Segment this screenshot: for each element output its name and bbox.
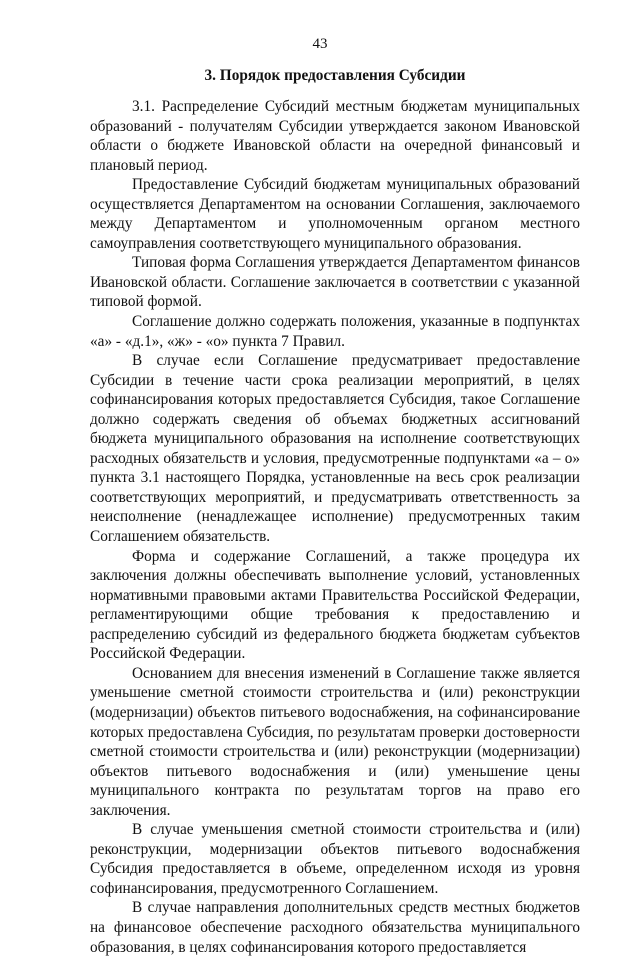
paragraph-partial-term: В случае если Соглашение предусматривает предоставление Субсидии в течение части срока реализации мероприятий, в целях софинансирования которых предоставляется Субсидия, такое Соглашение должно содержать сведения об объемах бюджетных ассигнований бюджета муниципального образования на исполнение соответствующих расходных обязательств и условия, предусмотренные подпунктами «а – о» пункта 3.1 настоящего Порядка, установленные на весь срок реализации соответствующих мероприятий, и предусматривать ответственность за неисполнение (ненадлежащее исполнение) предусмотренных таким Соглашением обязательств. xyxy=(90,352,580,546)
paragraph-3-1: 3.1. Распределение Субсидий местным бюджетам муниципальных образований - получателям Субсидии утверждается законом Ивановской области о бюджете Ивановской области на очередной финансовый и плановый период. xyxy=(90,98,580,174)
paragraph-additional-funds: В случае направления дополнительных средств местных бюджетов на финансовое обеспечение расходного обязательства муниципального образования, в целях софинансирования которого предоставляется xyxy=(90,899,580,956)
paragraph-form-and-procedure: Форма и содержание Соглашений, а также процедура их заключения должны обеспечивать выполнение условий, установленных нормативными правовыми актами Правительства Российской Федерации, регламентирующими общие требования к предоставлению и распределению субсидий из федерального бюджета бюджетам субъектов Российской Федерации. xyxy=(90,547,580,663)
section-heading: 3. Порядок предоставления Субсидии xyxy=(204,67,466,84)
paragraph-agreement-basis: Предоставление Субсидий бюджетам муниципальных образований осуществляется Департаментом на основании Соглашения, заключаемого между Департаментом и уполномоченным органом местного самоуправления соответствующего муниципального образования. xyxy=(90,176,580,252)
body-text xyxy=(90,97,580,957)
paragraph-standard-form: Типовая форма Соглашения утверждается Департаментом финансов Ивановской области. Соглашение заключается в соответствии с указанной типовой формой. xyxy=(90,254,580,311)
paragraph-cost-reduction: В случае уменьшения сметной стоимости строительства и (или) реконструкции, модернизации объектов питьевого водоснабжения Субсидия предоставляется в объеме, определенном исходя из уровня софинансирования, предусмотренного Соглашением. xyxy=(90,821,580,897)
paragraph-agreement-content: Соглашение должно содержать положения, указанные в подпунктах «а» - «д.1», «ж» - «о» пункта 7 Правил. xyxy=(90,313,580,350)
paragraph-amendment-grounds: Основанием для внесения изменений в Соглашение также является уменьшение сметной стоимости строительства и (или) реконструкции (модернизации) объектов питьевого водоснабжения, на софинансирование которых предоставлена Субсидия, по результатам проверки достоверности сметной стоимости строительства и (или) реконструкции (модернизации) объектов питьевого водоснабжения и (или) уменьшение цены муниципального контракта по результатам торгов на право его заключения. xyxy=(90,664,580,819)
page-number: 43 xyxy=(312,36,328,52)
